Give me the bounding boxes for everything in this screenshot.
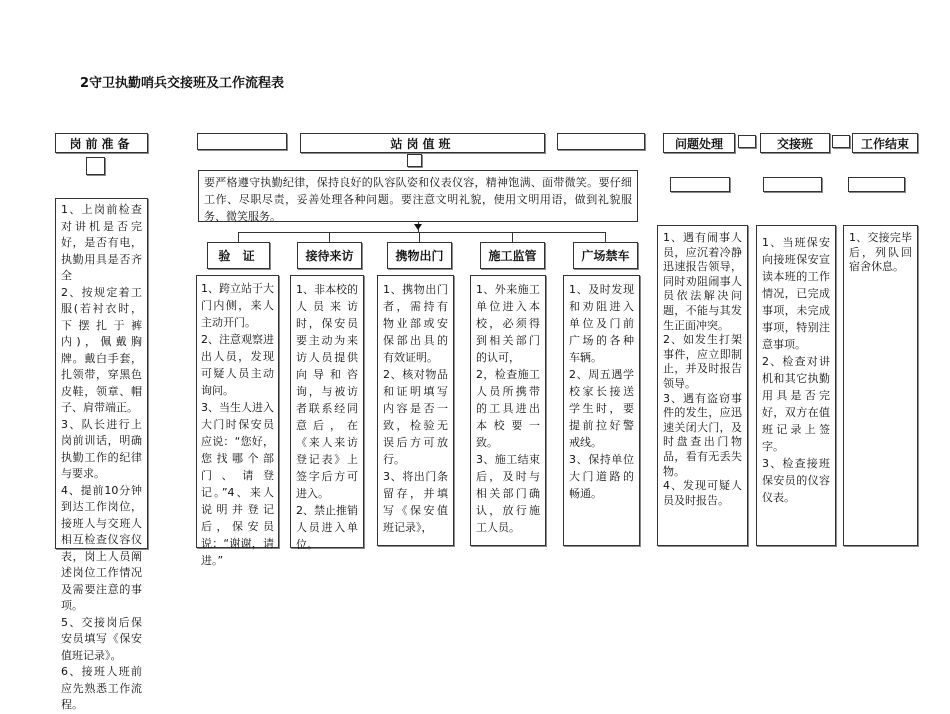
- problem-content: 1、遇有闹事人员，应沉着冷静迅速报告领导，同时劝阻闹事人员依法解决问题，不能与其发生正面冲突。 2、如发生打架事件，应立即制止，并及时报告领导。 3、遇有盗窃事件的发生，应迅速关闭大门，及时盘查出门物品，看有无丢失物。 4、发现可疑人员及时报告。: [657, 225, 748, 546]
- subheader-carry-out: 携物出门: [387, 242, 452, 269]
- connector-box: [407, 154, 422, 167]
- arrow-down-icon: [414, 224, 422, 230]
- empty-box: [197, 133, 287, 150]
- connector-line: [329, 232, 330, 242]
- connector-line: [238, 232, 606, 233]
- prepare-content: 1、上岗前检查对讲机是否完好，是否有电，执勤用具是否齐全 2、按规定着工服(若衬衣时，下摆扎于裤内)，佩戴胸牌。戴白手套，扎领带，穿黑色皮鞋，领章、帽子、肩带端正。 3、队长进行上岗前训话，明确执勤工作的纪律与要求。 4、提前10分钟到达工作岗位，接班人与交班人相互检查仪容仪表，岗上人员阐述岗位工作情况及需要注意的事项。 5、交接岗后保安员填写《保安值班记录》。 6、接班人班前应先熟悉工作流程。: [55, 198, 148, 549]
- header-problem: 问题处理: [663, 133, 735, 153]
- empty-box: [848, 177, 905, 192]
- header-on-duty: 站岗值班: [300, 133, 545, 153]
- subheader-vehicle-ban: 广场禁车: [573, 242, 638, 269]
- page-title: 2守卫执勤哨兵交接班及工作流程表: [80, 76, 285, 91]
- empty-box: [670, 177, 730, 192]
- handover-content: 1、当班保安向接班保安宣读本班的工作情况，已完成事项，未完成事项，特别注意事项。 2、检查对讲机和其它执勤用具是否完好，双方在值班记录上签字。 3、检查接班保安员的仪容仪表。: [756, 225, 836, 546]
- connector-line: [419, 232, 420, 242]
- empty-box: [763, 177, 822, 192]
- subheader-construction: 施工监管: [480, 242, 545, 269]
- carry-out-content: 1、携物出门者，需持有物业部或安保部出具的有效证明。 2、核对物品和证明填写内容是否一致，检验无误后方可放行。 3、将出门条留存，并填写《保安值班记录》，: [377, 275, 454, 546]
- connector-box: [738, 135, 756, 148]
- connector-line: [512, 232, 513, 242]
- finish-content: 1、交接完毕后，列队回宿舍休息。: [843, 225, 918, 546]
- vehicle-ban-content: 1、及时发现和劝阻进入单位及门前广场的各种车辆。 2、周五遇学校家长接送学生时，要提前拉好警戒线。 3、保持单位大门道路的畅通。: [563, 275, 640, 546]
- connector-line: [605, 232, 606, 242]
- connector-box: [86, 157, 105, 175]
- duty-intro-text: 要严格遵守执勤纪律，保持良好的队容队姿和仪表仪容，精神饱满、面带微笑。要仔细工作、尽职尽责，妥善处理各种问题。要注意文明礼貌，使用文明用语，做到礼貌服务、微笑服务。: [198, 170, 638, 222]
- visitors-content: 1、非本校的人员来访时，保安员要主动为来访人员提供向导和咨询，与被访者联系经同意后，在《来人来访登记表》上签字后方可进入。 2、禁止推销人员进入单位。: [290, 275, 364, 548]
- header-prepare: 岗前准备: [55, 133, 148, 153]
- connector-box: [832, 135, 850, 148]
- verify-content: 1、跨立站于大门内侧，来人主动开门。 2、注意观察进出人员，发现可疑人员主动询问。 3、当生人进入大门时保安员应说：“您好，您找哪个部门、请登记。”4、来人说明并登记后，保安员说：“谢谢，请进。”: [201, 282, 274, 567]
- construction-content: 1、外来施工单位进入本校，必须得到相关部门的认可， 2，检查施工人员所携带的工具进出本校要一致。 3、施工结束后，及时与相关部门确认，放行施工人员。: [470, 275, 546, 546]
- connector-line: [238, 232, 239, 242]
- empty-box: [557, 133, 645, 150]
- subheader-verify: 验 证: [207, 242, 270, 269]
- subheader-visitors: 接待来访: [297, 242, 362, 269]
- header-finish: 工作结束: [852, 133, 918, 153]
- header-handover: 交接班: [760, 133, 830, 153]
